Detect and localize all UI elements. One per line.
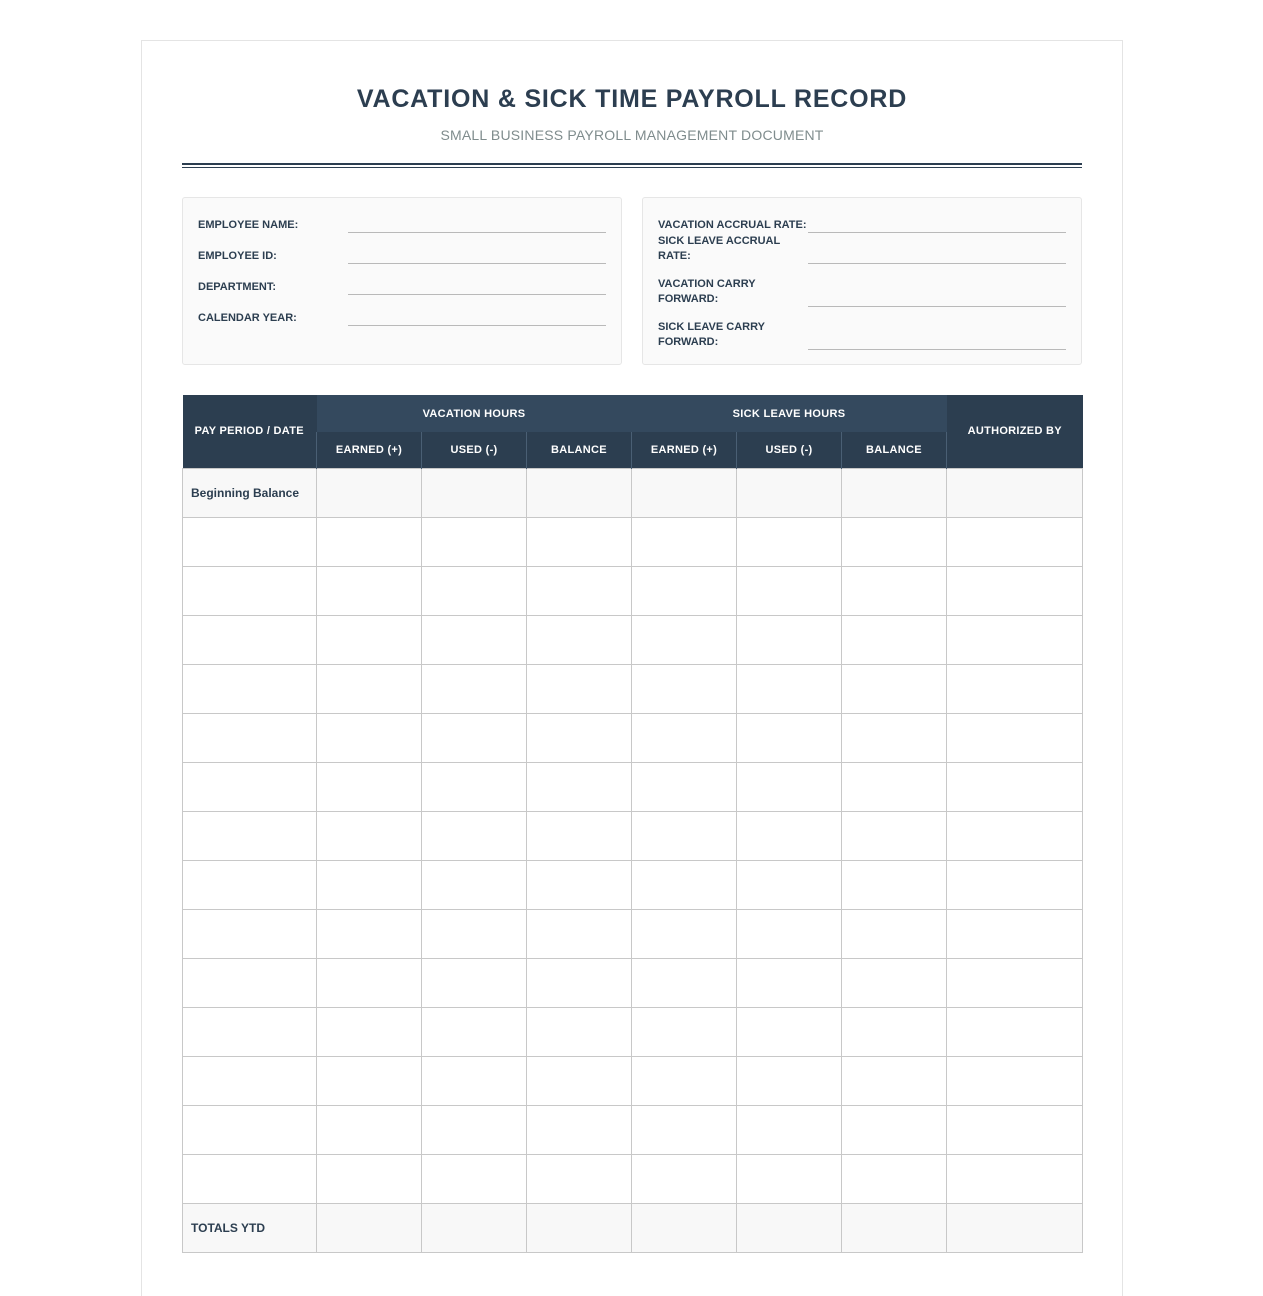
sick-carry-forward-line[interactable] — [808, 349, 1066, 350]
col-header-sick-earned: EARNED (+) — [632, 432, 737, 468]
table-cell[interactable] — [737, 1105, 842, 1154]
table-cell[interactable] — [422, 811, 527, 860]
table-row — [183, 615, 1083, 664]
col-header-vacation-used: USED (-) — [422, 432, 527, 468]
table-cell[interactable] — [737, 713, 842, 762]
table-cell[interactable] — [947, 517, 1083, 566]
col-header-authorized-by: AUTHORIZED BY — [947, 395, 1083, 468]
table-cell[interactable] — [947, 1105, 1083, 1154]
table-cell[interactable] — [632, 1105, 737, 1154]
table-cell[interactable] — [422, 468, 527, 517]
table-cell[interactable] — [183, 762, 317, 811]
table-cell[interactable] — [842, 566, 947, 615]
employee-id-field[interactable] — [198, 249, 606, 264]
table-row — [183, 762, 1083, 811]
table-cell[interactable] — [842, 958, 947, 1007]
document-title: VACATION & SICK TIME PAYROLL RECORD — [356, 85, 908, 113]
table-cell[interactable] — [842, 664, 947, 713]
table-cell[interactable] — [422, 909, 527, 958]
table-cell[interactable] — [632, 1007, 737, 1056]
table-cell[interactable] — [632, 1154, 737, 1203]
col-header-vacation-earned: EARNED (+) — [317, 432, 422, 468]
table-cell[interactable] — [183, 1007, 317, 1056]
table-cell[interactable] — [632, 615, 737, 664]
table-cell[interactable] — [737, 1203, 842, 1252]
table-cell[interactable] — [842, 1105, 947, 1154]
table-cell[interactable] — [183, 615, 317, 664]
vacation-accrual-rate-line[interactable] — [808, 232, 1066, 233]
table-cell[interactable] — [632, 762, 737, 811]
table-cell[interactable] — [317, 762, 422, 811]
table-cell[interactable] — [527, 762, 632, 811]
table-cell[interactable] — [527, 566, 632, 615]
table-row — [183, 1154, 1083, 1203]
table-row — [183, 1056, 1083, 1105]
table-cell[interactable] — [947, 860, 1083, 909]
table-cell[interactable] — [527, 958, 632, 1007]
col-header-pay-period: PAY PERIOD / DATE — [183, 395, 317, 468]
table-cell[interactable] — [947, 1203, 1083, 1252]
table-cell[interactable] — [422, 713, 527, 762]
table-cell[interactable] — [737, 517, 842, 566]
vacation-carry-forward-label: VACATION CARRY FORWARD: — [658, 278, 756, 305]
table-cell[interactable] — [317, 1105, 422, 1154]
table-cell[interactable] — [527, 811, 632, 860]
sick-carry-forward-label: SICK LEAVE CARRY FORWARD: — [658, 321, 765, 348]
table-cell[interactable] — [632, 468, 737, 517]
table-cell[interactable] — [183, 811, 317, 860]
table-cell[interactable] — [527, 615, 632, 664]
table-row — [183, 1007, 1083, 1056]
table-cell[interactable] — [947, 958, 1083, 1007]
table-cell[interactable] — [632, 713, 737, 762]
table-cell[interactable] — [527, 1056, 632, 1105]
table-cell[interactable] — [527, 1007, 632, 1056]
vacation-carry-forward-line[interactable] — [808, 306, 1066, 307]
sick-carry-forward-field[interactable] — [658, 319, 1066, 350]
table-row — [183, 860, 1083, 909]
table-cell[interactable] — [317, 517, 422, 566]
table-cell[interactable] — [183, 517, 317, 566]
table-cell[interactable] — [422, 664, 527, 713]
vacation-accrual-rate-field[interactable] — [658, 218, 1066, 233]
table-cell[interactable] — [737, 1007, 842, 1056]
table-cell[interactable] — [527, 1154, 632, 1203]
department-line[interactable] — [348, 294, 606, 295]
table-cell[interactable] — [632, 909, 737, 958]
table-cell[interactable] — [632, 664, 737, 713]
sick-accrual-rate-field[interactable] — [658, 235, 1066, 264]
table-cell[interactable] — [632, 566, 737, 615]
calendar-year-line[interactable] — [348, 325, 606, 326]
hours-record-table — [182, 395, 1083, 1253]
header-divider — [182, 163, 1082, 168]
department-field[interactable] — [198, 280, 606, 295]
table-cell[interactable] — [183, 1154, 317, 1203]
table-cell[interactable] — [183, 909, 317, 958]
table-cell[interactable] — [422, 762, 527, 811]
beginning-balance-row — [183, 468, 1083, 517]
table-cell[interactable] — [317, 615, 422, 664]
vacation-carry-forward-field[interactable] — [658, 276, 1066, 307]
employee-id-line[interactable] — [348, 263, 606, 264]
table-cell[interactable] — [527, 713, 632, 762]
table-cell[interactable] — [737, 762, 842, 811]
table-cell[interactable] — [947, 1007, 1083, 1056]
table-cell[interactable] — [317, 811, 422, 860]
table-cell[interactable] — [947, 909, 1083, 958]
table-cell[interactable] — [317, 1154, 422, 1203]
table-row — [183, 664, 1083, 713]
table-cell[interactable] — [842, 615, 947, 664]
table-cell[interactable] — [632, 958, 737, 1007]
table-cell[interactable] — [947, 811, 1083, 860]
table-cell[interactable] — [737, 909, 842, 958]
table-cell[interactable] — [527, 1105, 632, 1154]
table-cell[interactable] — [842, 1056, 947, 1105]
table-cell[interactable] — [842, 1154, 947, 1203]
table-cell[interactable] — [527, 909, 632, 958]
table-row — [183, 566, 1083, 615]
table-cell[interactable] — [183, 958, 317, 1007]
table-cell[interactable] — [947, 664, 1083, 713]
table-cell[interactable] — [842, 909, 947, 958]
table-cell[interactable] — [422, 615, 527, 664]
employee-name-line[interactable] — [348, 232, 606, 233]
table-cell[interactable] — [527, 664, 632, 713]
sick-accrual-rate-line[interactable] — [808, 263, 1066, 264]
table-cell[interactable] — [737, 958, 842, 1007]
table-cell[interactable] — [317, 909, 422, 958]
table-cell[interactable] — [842, 468, 947, 517]
table-cell[interactable] — [317, 958, 422, 1007]
table-cell[interactable] — [632, 1203, 737, 1252]
employee-name-field[interactable] — [198, 218, 606, 233]
table-cell[interactable] — [422, 566, 527, 615]
table-row — [183, 811, 1083, 860]
table-cell[interactable] — [632, 517, 737, 566]
table-cell[interactable] — [422, 860, 527, 909]
table-cell[interactable] — [317, 713, 422, 762]
table-row — [183, 958, 1083, 1007]
department-label: DEPARTMENT: — [198, 281, 277, 293]
table-row — [183, 909, 1083, 958]
table-cell[interactable] — [737, 468, 842, 517]
table-cell[interactable] — [632, 1056, 737, 1105]
table-cell[interactable] — [317, 664, 422, 713]
table-cell[interactable] — [842, 713, 947, 762]
table-cell[interactable] — [947, 615, 1083, 664]
table-cell[interactable] — [317, 1007, 422, 1056]
table-cell[interactable] — [422, 1203, 527, 1252]
table-cell[interactable] — [947, 1154, 1083, 1203]
table-cell[interactable] — [422, 1007, 527, 1056]
accrual-info-box — [642, 197, 1082, 365]
totals-ytd-label: TOTALS YTD — [183, 1203, 317, 1252]
table-cell[interactable] — [737, 811, 842, 860]
table-cell[interactable] — [737, 566, 842, 615]
table-cell[interactable] — [947, 1056, 1083, 1105]
table-cell[interactable] — [842, 811, 947, 860]
table-cell[interactable] — [842, 1007, 947, 1056]
document-subtitle: SMALL BUSINESS PAYROLL MANAGEMENT DOCUMENT — [440, 127, 824, 143]
table-cell[interactable] — [183, 1056, 317, 1105]
beginning-balance-label: Beginning Balance — [183, 468, 317, 517]
table-cell[interactable] — [183, 566, 317, 615]
table-row — [183, 517, 1083, 566]
table-cell[interactable] — [422, 517, 527, 566]
table-cell[interactable] — [737, 1154, 842, 1203]
table-cell[interactable] — [947, 713, 1083, 762]
table-cell[interactable] — [422, 1154, 527, 1203]
col-header-sick-used: USED (-) — [737, 432, 842, 468]
table-cell[interactable] — [422, 1105, 527, 1154]
table-cell[interactable] — [737, 664, 842, 713]
table-cell[interactable] — [183, 1105, 317, 1154]
table-cell[interactable] — [317, 1056, 422, 1105]
table-cell[interactable] — [737, 615, 842, 664]
table-cell[interactable] — [737, 1056, 842, 1105]
calendar-year-field[interactable] — [198, 311, 606, 326]
col-header-sick-balance: BALANCE — [842, 432, 947, 468]
table-cell[interactable] — [947, 468, 1083, 517]
table-cell[interactable] — [183, 713, 317, 762]
vacation-accrual-rate-label: VACATION ACCRUAL RATE: — [658, 219, 807, 231]
col-header-vacation-balance: BALANCE — [527, 432, 632, 468]
table-cell[interactable] — [317, 468, 422, 517]
table-cell[interactable] — [317, 566, 422, 615]
table-cell[interactable] — [527, 517, 632, 566]
table-cell[interactable] — [947, 762, 1083, 811]
table-row — [183, 713, 1083, 762]
table-cell[interactable] — [842, 517, 947, 566]
table-cell[interactable] — [737, 860, 842, 909]
calendar-year-label: CALENDAR YEAR: — [198, 312, 297, 324]
employee-id-label: EMPLOYEE ID: — [198, 250, 277, 262]
table-cell[interactable] — [947, 566, 1083, 615]
table-cell[interactable] — [842, 860, 947, 909]
table-cell[interactable] — [632, 860, 737, 909]
table-cell[interactable] — [842, 1203, 947, 1252]
table-cell[interactable] — [422, 958, 527, 1007]
employee-info-box — [182, 197, 622, 365]
table-cell[interactable] — [527, 860, 632, 909]
group-header-vacation-hours: VACATION HOURS — [317, 395, 632, 432]
table-cell[interactable] — [632, 811, 737, 860]
table-cell[interactable] — [317, 1203, 422, 1252]
sick-accrual-rate-label: SICK LEAVE ACCRUAL RATE: — [658, 235, 781, 262]
table-row — [183, 1105, 1083, 1154]
table-cell[interactable] — [183, 664, 317, 713]
table-cell[interactable] — [183, 860, 317, 909]
table-cell[interactable] — [842, 762, 947, 811]
totals-ytd-row — [183, 1203, 1083, 1252]
document-page — [141, 40, 1123, 1296]
table-cell[interactable] — [317, 860, 422, 909]
table-cell[interactable] — [527, 468, 632, 517]
table-cell[interactable] — [422, 1056, 527, 1105]
table-body — [183, 468, 1083, 1252]
table-cell[interactable] — [527, 1203, 632, 1252]
employee-name-label: EMPLOYEE NAME: — [198, 219, 299, 231]
group-header-sick-leave-hours: SICK LEAVE HOURS — [632, 395, 947, 432]
